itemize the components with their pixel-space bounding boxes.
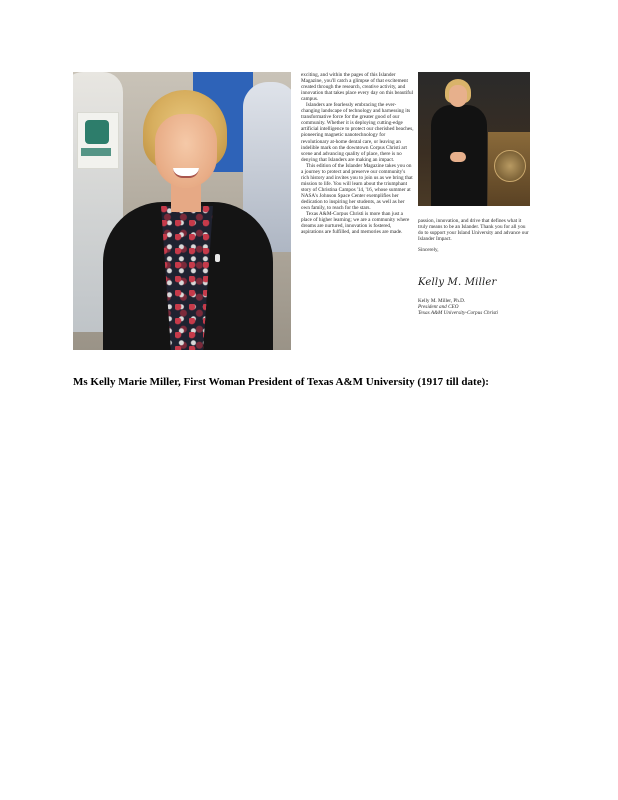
letter-column-right [418,218,530,253]
letter-column-left [301,72,414,235]
letter-paragraph: This edition of the Islander Magazine takes you on a journey to protect and preserve our community's rich history and invites you to join us as we bring that mission to life. You will learn about the triumphant story of Christina Campos '14, '16, whose summer at NASA's Johnson Space Center exemplifies her dedication to inspiring her students, as well as her own family, to reach for the stars. [301,162,413,212]
portrait-photo [73,72,291,350]
signer-org: Texas A&M University-Corpus Christi [418,310,498,317]
signer-block [418,298,530,316]
signer-title: President and CEO [418,304,459,311]
letter-paragraph: exciting, and within the pages of this Islander Magazine, you'll catch a glimpse of that excitement created through the research, creative activity, and innovation that takes place every day on this beautiful campus. [301,72,414,103]
signature: Kelly M. Miller [418,277,497,288]
letter-paragraph: Islanders are fearlessly embracing the ever-changing landscape of technology and harnessing its transformative force for the greater good of our community. Whether it is deploying cutting-edge artificial intelligence to protect our cherished beaches, pioneering magnetic nanotechnology for revolutionary at-home dental care, or leaving an indelible mark on the downtown Corpus Christi art scene and advancing quality of place, there is no denying that Islanders are making an impact. [301,102,414,163]
letter-paragraph: Texas A&M-Corpus Christi is more than just a place of higher learning; we are a community where dreams are nurtured, innovation is fostered, aspirations are fulfilled, and memories are made. [301,211,410,236]
university-seal [494,150,526,182]
podium-photo [418,72,530,206]
signer-name: Kelly M. Miller, Ph.D. [418,298,466,304]
letter-paragraph: passion, innovation, and drive that defines what it truly means to be an Islander. Thank you for all you do to support your Island University and advance our Islander Impact. [418,218,529,243]
magazine-spread [73,72,530,350]
document-caption: Ms Kelly Marie Miller, First Woman President of Texas A&M University (1917 till date): [73,376,489,388]
letter-closing: Sincerely, [418,247,439,254]
